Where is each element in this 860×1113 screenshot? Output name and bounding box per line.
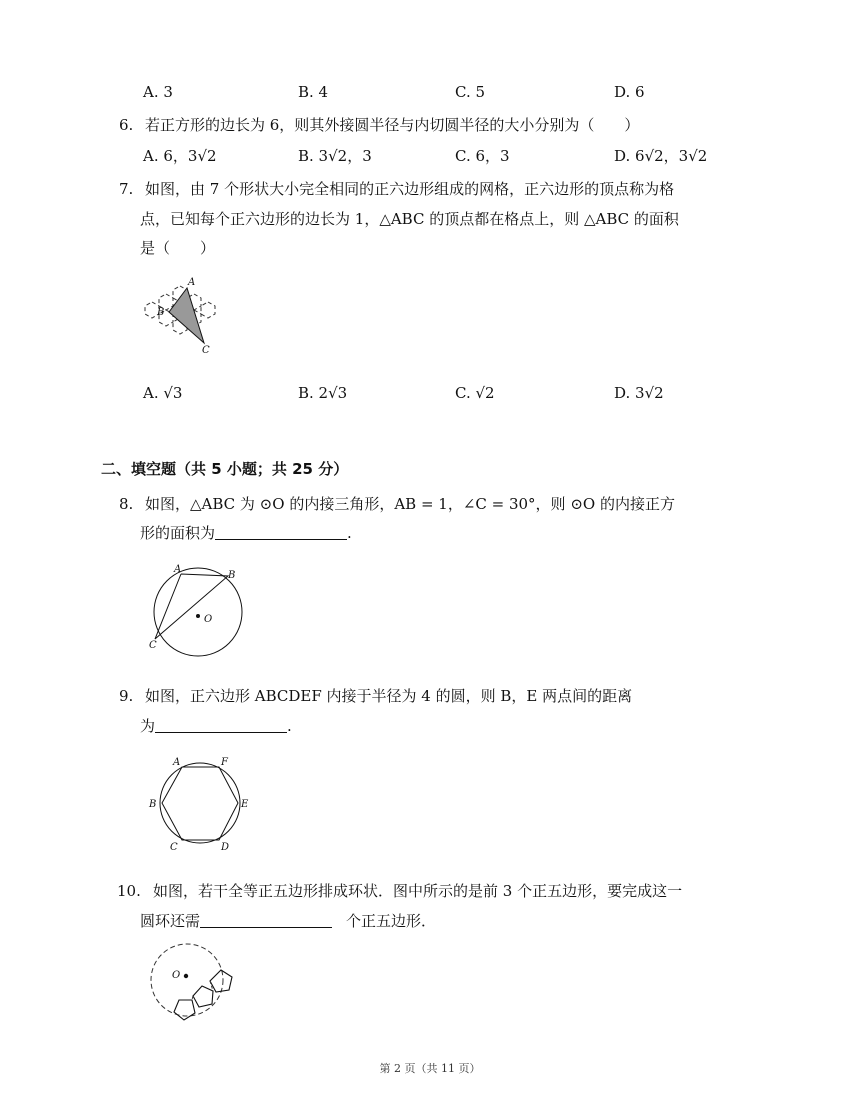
q9-answer-blank[interactable] [155,718,287,733]
q10-label-o: O [172,970,181,981]
q10-line1: 如图，若干全等正五边形排成环状．图中所示的是前 3 个正五边形，要完成这一 [153,882,683,900]
q7-line2: 点，已知每个正六边形的边长为 1，△ABC 的顶点都在格点上，则 △ABC 的面积 [140,210,679,228]
q9-end: . [287,717,292,735]
q9-label-f: F [221,757,228,768]
q9-label-e: E [241,799,249,810]
q9-label-b: B [149,799,157,810]
q8-label-o: O [204,614,213,625]
section-title: 二、填空题（共 5 小题；共 25 分） [101,460,349,478]
q8-line2-text: 形的面积为 [140,524,216,542]
q10-line2-text: 圆环还需 [140,912,201,930]
q6-option-c: C. 6，3 [455,147,510,165]
q7-option-d: D. 3√2 [614,384,664,402]
page-footer: 第 2 页（共 11 页） [379,1062,481,1075]
q6-text: 若正方形的边长为 6，则其外接圆半径与内切圆半径的大小分别为（ ） [145,116,640,134]
q6-option-d: D. 6√2，3√2 [614,147,708,165]
q7-label-b: B [157,307,165,318]
q8-end: . [347,524,352,542]
q7-triangle-abc [169,288,204,343]
q9-number: 9. [119,687,134,705]
q10-line2 [140,911,436,931]
q7-hexagon-grid-figure [140,276,220,356]
q5-option-d: D. 6 [614,83,645,101]
q9-line2-text: 为 [140,717,156,735]
q8-label-c: C [149,640,157,651]
q7-option-a: A. √3 [143,384,183,402]
q7-label-a: A [188,277,196,288]
q9-line2 [140,716,292,736]
q10-line2-end: 个正五边形． [346,912,437,930]
q10-number: 10. [117,882,141,900]
q9-label-d: D [221,842,230,853]
q6-option-b: B. 3√2，3 [298,147,372,165]
q9-line1: 如图，正六边形 ABCDEF 内接于半径为 4 的圆，则 B，E 两点间的距离 [145,687,633,705]
q7-line3: 是（ ） [140,239,216,257]
q9-label-c: C [170,842,178,853]
q8-circle-figure [145,563,255,663]
q8-answer-blank[interactable] [215,525,347,540]
q6-number: 6. [119,116,134,134]
q7-label-c: C [202,345,210,356]
q5-option-c: C. 5 [455,83,486,101]
q8-line1: 如图，△ABC 为 ⊙O 的内接三角形，AB = 1，∠C = 30°，则 ⊙O 的内接正方 [145,495,675,513]
q9-hexagon-figure [145,755,265,855]
q5-option-a: A. 3 [143,83,173,101]
q6-option-a: A. 6，3√2 [143,147,217,165]
q5-option-b: B. 4 [298,83,329,101]
q10-pentagon-ring-figure [145,940,265,1040]
q7-number: 7. [119,180,134,198]
q9-label-a: A [173,757,181,768]
q7-option-c: C. √2 [455,384,495,402]
q8-number: 8. [119,495,134,513]
q8-label-a: A [174,564,182,575]
q10-answer-blank[interactable] [200,913,332,928]
q8-line2 [140,523,352,543]
q7-line1: 如图，由 7 个形状大小完全相同的正六边形组成的网格，正六边形的顶点称为格 [145,180,675,198]
q8-label-b: B [228,570,236,581]
q7-option-b: B. 2√3 [298,384,348,402]
